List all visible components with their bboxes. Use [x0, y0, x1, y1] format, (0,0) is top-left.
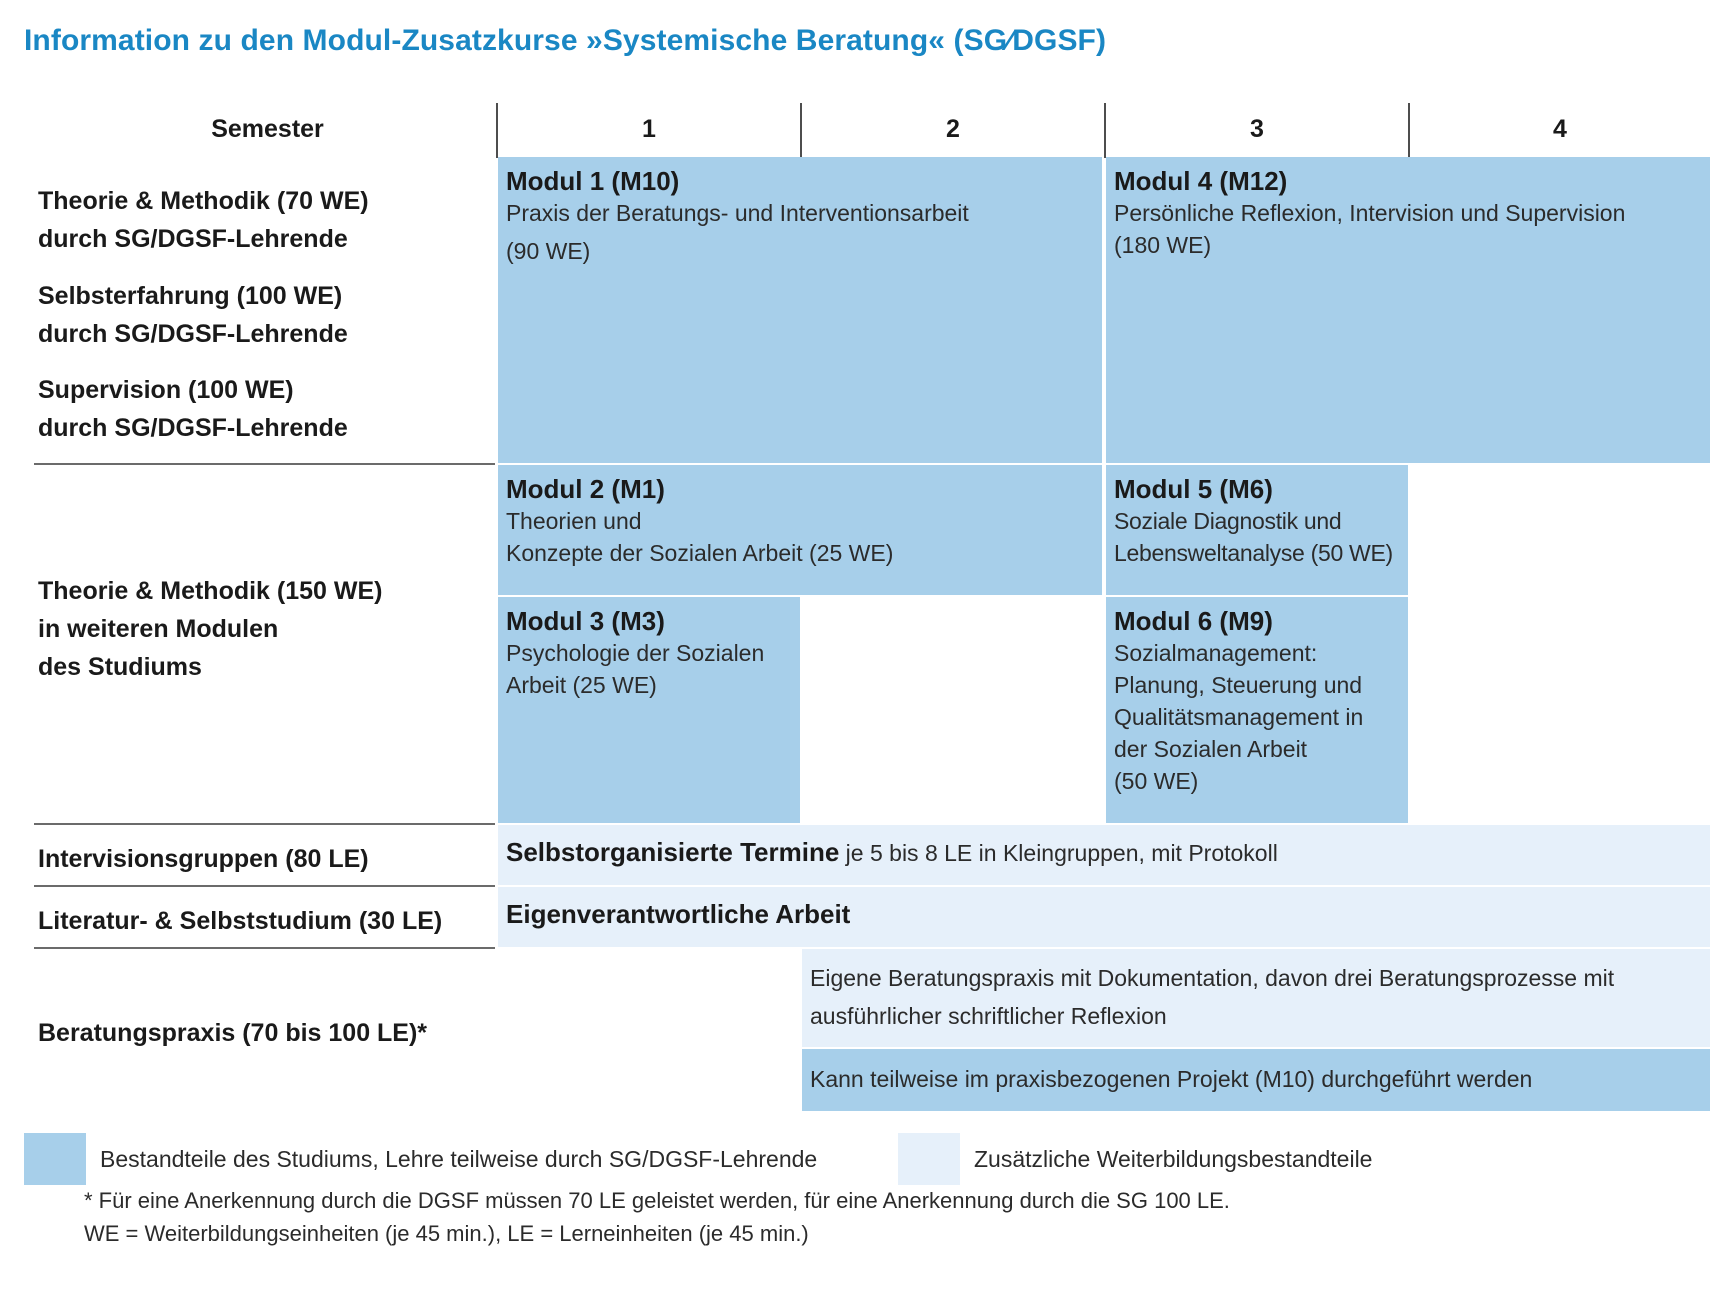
row-divider: [34, 885, 495, 887]
module-title: Modul 6 (M9): [1114, 606, 1273, 636]
module-desc: Psychologie der Sozialen Arbeit (25 WE): [506, 640, 765, 698]
row-label-line: Theorie & Methodik (70 WE): [38, 187, 369, 215]
module-4-cell: [1106, 157, 1710, 463]
page-title: Information zu den Modul-Zusatzkurse »Systemische Beratung« (SG⁄DGSF): [24, 24, 1107, 57]
row-label-beratungspraxis: Beratungspraxis (70 bis 100 LE)*: [38, 1019, 428, 1047]
row-label-selbsterfahrung: [38, 277, 493, 353]
footnote-anerkennung: * Für eine Anerkennung durch die DGSF müssen 70 LE geleistet werden, für eine Anerkennung durch die SG 100 LE.: [84, 1188, 1230, 1213]
module-desc: Theorien und Konzepte der Sozialen Arbeit (25 WE): [506, 508, 894, 566]
module-desc: Persönliche Reflexion, Intervision und Supervision (180 WE): [1114, 200, 1626, 258]
semester-4: 4: [1553, 115, 1567, 143]
module-1-cell: [498, 157, 1102, 463]
row-divider: [34, 823, 495, 825]
row-label-theorie: [38, 182, 493, 258]
semester-header-label: Semester: [211, 115, 324, 143]
module-5-cell: [1106, 465, 1408, 595]
beratungspraxis-note-cell: Kann teilweise im praxisbezogenen Projekt (M10) durchgeführt werden: [802, 1049, 1710, 1111]
semester-2: 2: [946, 115, 960, 143]
row-label-weitere-module: [38, 572, 493, 686]
legend-swatch-additional: [898, 1133, 960, 1185]
row-label-literatur: Literatur- & Selbststudium (30 LE): [38, 907, 443, 935]
intervision-cell: [498, 825, 1710, 885]
beratungspraxis-cell: Eigene Beratungspraxis mit Dokumentation, davon drei Beratungsprozesse mit ausführlicher schriftlicher Reflexion: [802, 949, 1710, 1047]
semester-1: 1: [642, 115, 656, 143]
legend-swatch-study: [24, 1133, 86, 1185]
intervision-text: je 5 bis 8 LE in Kleingruppen, mit Protokoll: [839, 840, 1278, 866]
module-title: Modul 2 (M1): [506, 474, 665, 504]
module-title: Modul 3 (M3): [506, 606, 665, 636]
literatur-text: Eigenverantwortliche Arbeit: [506, 899, 851, 929]
module-desc: Soziale Diagnostik und Lebensweltanalyse (50 WE): [1114, 508, 1393, 566]
module-title: Modul 5 (M6): [1114, 474, 1273, 504]
semester-3: 3: [1250, 115, 1264, 143]
row-divider: [34, 463, 495, 465]
module-we: (90 WE): [506, 238, 591, 264]
row-label-line: Supervision (100 WE): [38, 376, 294, 404]
footnote-abbreviations: WE = Weiterbildungseinheiten (je 45 min.), LE = Lerneinheiten (je 45 min.): [84, 1221, 809, 1246]
module-6-cell: [1106, 597, 1408, 823]
row-label-line: durch SG/DGSF-Lehrende: [38, 414, 348, 442]
row-label-line: Selbsterfahrung (100 WE): [38, 282, 343, 310]
module-desc: Sozialmanagement: Planung, Steuerung und Qualitätsmanagement in der Sozialen Arbeit (50 WE): [1114, 640, 1364, 794]
legend-additional-label: Zusätzliche Weiterbildungsbestandteile: [974, 1146, 1373, 1172]
row-label-supervision: [38, 371, 493, 447]
row-label-line: in weiteren Modulen: [38, 615, 279, 643]
row-label-line: durch SG/DGSF-Lehrende: [38, 225, 348, 253]
row-label-line: des Studiums: [38, 653, 202, 681]
module-title: Modul 1 (M10): [506, 166, 680, 196]
row-divider: [34, 947, 495, 949]
row-label-intervision: Intervisionsgruppen (80 LE): [38, 845, 369, 873]
intervision-bold: Selbstorganisierte Termine: [506, 837, 840, 867]
row-label-line: Theorie & Methodik (150 WE): [38, 577, 383, 605]
legend-study-label: Bestandteile des Studiums, Lehre teilweise durch SG/DGSF-Lehrende: [100, 1146, 818, 1172]
literatur-cell: [498, 887, 1710, 947]
row-label-line: durch SG/DGSF-Lehrende: [38, 320, 348, 348]
module-2-cell: [498, 465, 1102, 595]
module-title: Modul 4 (M12): [1114, 166, 1288, 196]
module-desc: Praxis der Beratungs- und Interventionsarbeit: [506, 200, 969, 226]
module-3-cell: [498, 597, 800, 823]
